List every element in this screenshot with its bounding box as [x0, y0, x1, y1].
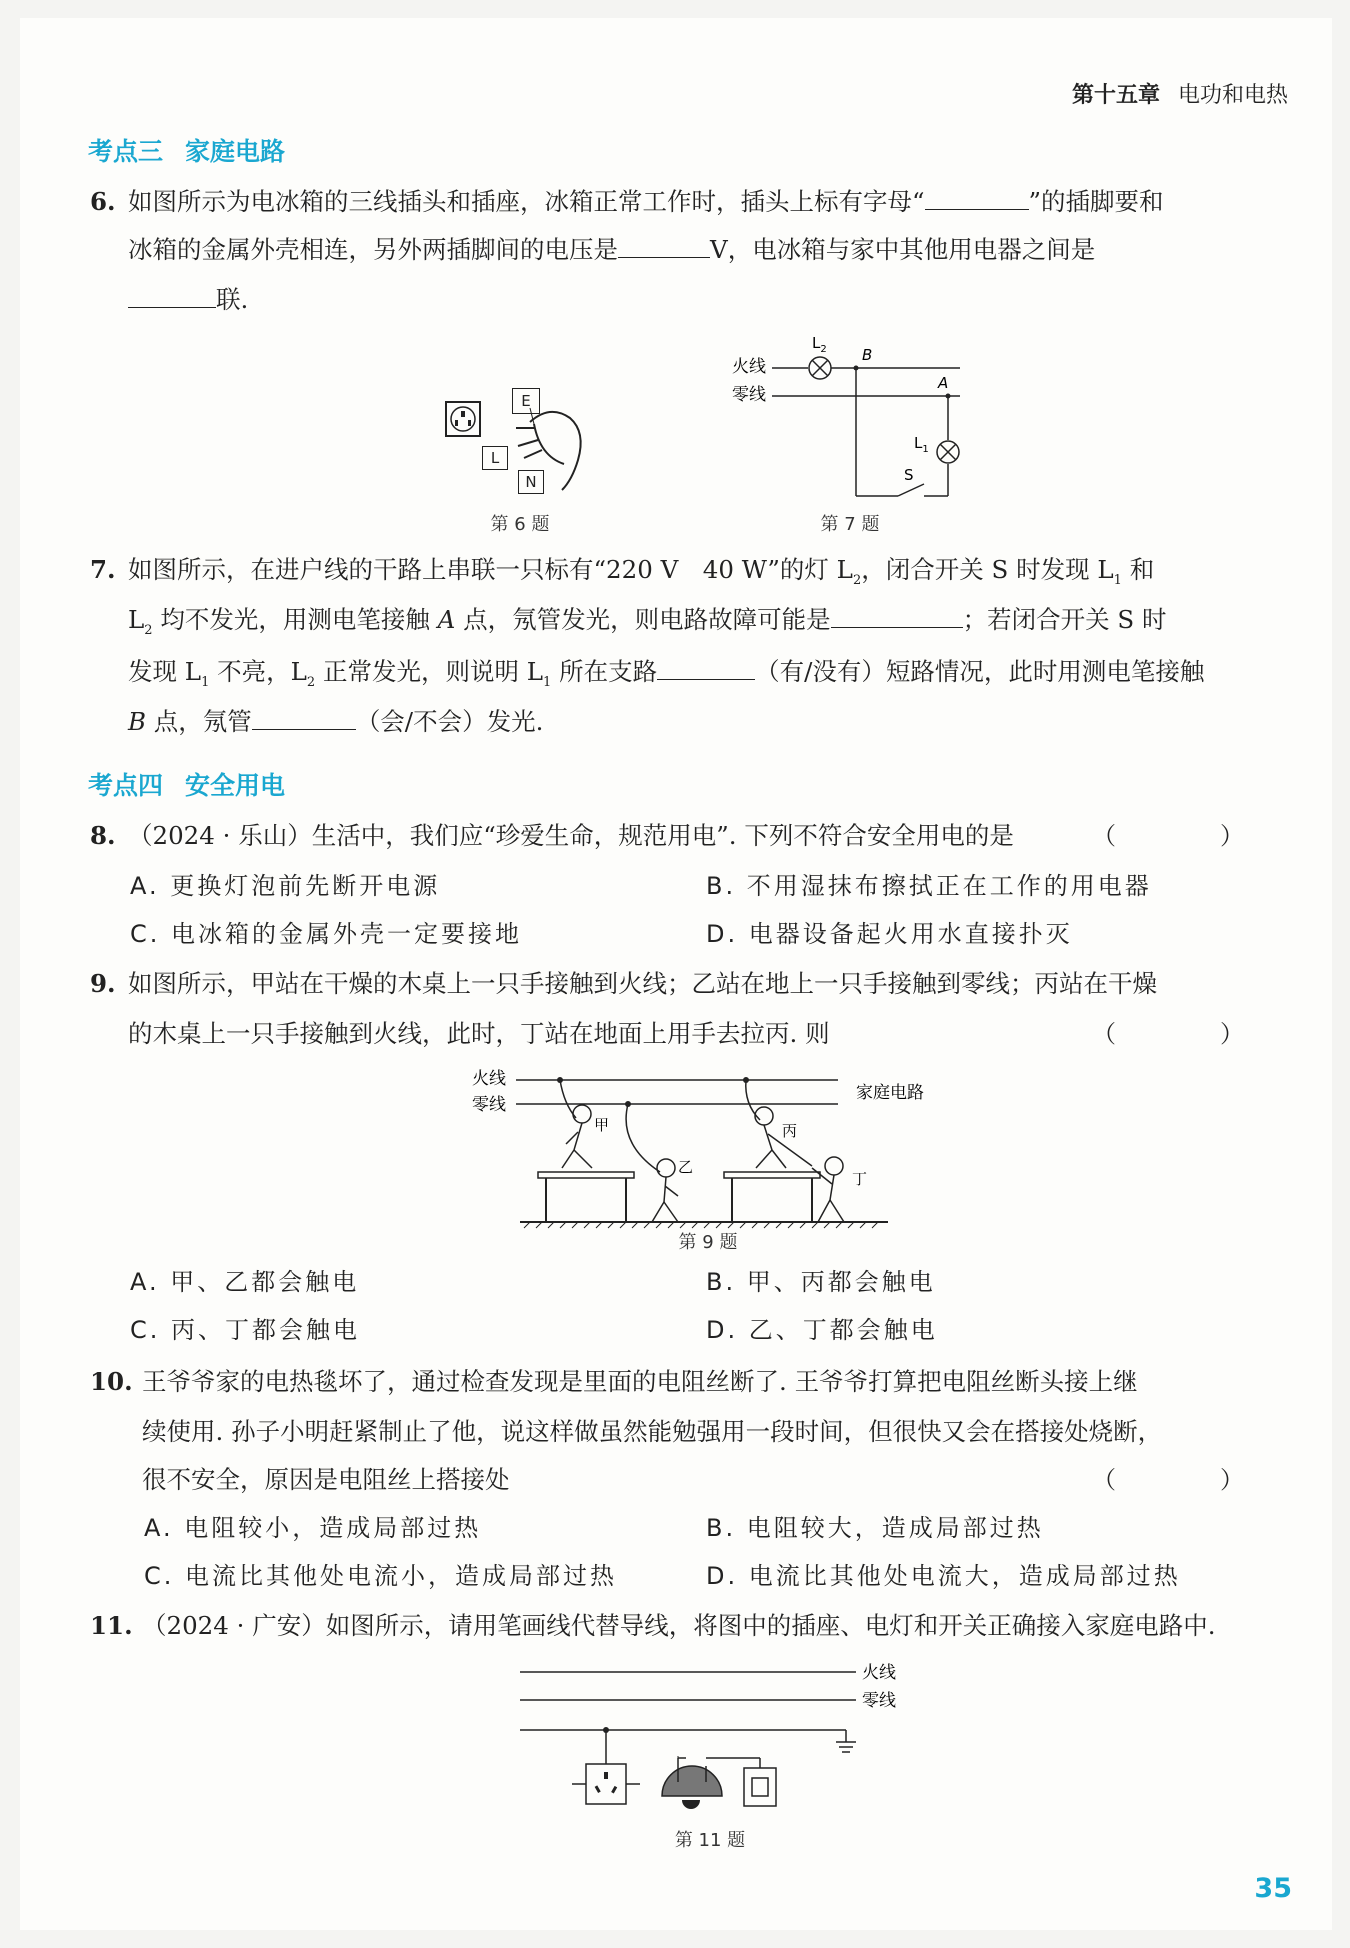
answer-paren[interactable]: （ ）	[1092, 1466, 1284, 1494]
figure-7-caption: 第 7 题	[820, 514, 880, 535]
page-number: 35	[1254, 1873, 1292, 1904]
question-number: 9.	[90, 969, 116, 998]
question-number: 8.	[90, 821, 116, 850]
person-ding-icon	[825, 1157, 843, 1175]
option-a[interactable]: A. 更换灯泡前先断开电源	[130, 872, 441, 900]
socket-icon	[586, 1764, 626, 1804]
lamp-icon	[662, 1766, 722, 1796]
point-a-label: A	[938, 374, 949, 392]
q6-line-2: 冰箱的金属外壳相连，另外两插脚间的电压是 V，电冰箱与家中其他用电器之间是	[128, 235, 1096, 264]
figure-11-caption: 第 11 题	[674, 1830, 746, 1851]
live-wire-label: 火线	[472, 1069, 506, 1089]
option-d[interactable]: D. 电流比其他处电流大，造成局部过热	[706, 1562, 1181, 1590]
switch-s-label: S	[904, 466, 914, 484]
option-b[interactable]: B. 不用湿抹布擦拭正在工作的用电器	[706, 872, 1152, 900]
svg-text:丁: 丁	[852, 1170, 868, 1188]
answer-blank[interactable]	[252, 707, 356, 730]
q6-line-1: 如图所示为电冰箱的三线插头和插座，冰箱正常工作时，插头上标有字母“ ”的插脚要和	[128, 187, 1164, 216]
q7-line-1: 如图所示，在进户线的干路上串联一只标有“220 V 40 W”的灯 $L_2$，闭合开关 S 时发现 $L_1$ 和	[128, 555, 1155, 588]
figure-9-caption: 第 9 题	[678, 1232, 738, 1253]
point-b-label: B	[862, 346, 873, 364]
section-name: 安全用电	[185, 771, 286, 800]
figure-11-wiring	[510, 1658, 910, 1828]
svg-text:L1: $L_1$	[914, 434, 929, 455]
label-n: N	[518, 470, 544, 494]
svg-text:丙: 丙	[782, 1122, 798, 1140]
option-c[interactable]: C. 电流比其他处电流小，造成局部过热	[144, 1562, 618, 1590]
question-number: 10.	[90, 1367, 133, 1396]
person-bing-icon	[755, 1107, 773, 1125]
answer-blank[interactable]	[831, 605, 963, 628]
q9-line-1: 如图所示，甲站在干燥的木桌上一只手接触到火线；乙站在地上一只手接触到零线；丙站在干燥	[128, 969, 1157, 998]
q11-stem: （2024 · 广安）如图所示，请用笔画线代替导线，将图中的插座、电灯和开关正确接入家庭电路中.	[142, 1611, 1216, 1640]
answer-blank[interactable]	[618, 235, 710, 258]
live-wire-label: 火线	[732, 357, 766, 377]
person-yi-icon	[657, 1159, 675, 1177]
answer-paren[interactable]: （ ）	[1092, 822, 1284, 850]
neutral-wire-label: 零线	[732, 385, 766, 405]
q7-line-2: $L_2$ 均不发光，用测电笔接触 A 点，氖管发光，则电路故障可能是 ；若闭合开关 S 时	[128, 605, 1167, 638]
svg-text:L2: $L_2$	[812, 334, 827, 355]
person-jia-icon	[573, 1105, 591, 1123]
q9-line-2: 的木桌上一只手接触到火线，此时，丁站在地面上用手去拉丙. 则	[128, 1019, 830, 1048]
chapter-title: 电功和电热	[1177, 83, 1288, 108]
neutral-wire-label: 零线	[862, 1691, 896, 1711]
label-e: E	[512, 388, 540, 414]
question-number: 11.	[90, 1611, 133, 1640]
option-b[interactable]: B. 甲、丙都会触电	[706, 1268, 936, 1296]
section-heading-4	[88, 766, 285, 802]
answer-blank[interactable]	[657, 657, 755, 680]
label-l: L	[482, 446, 508, 470]
switch-s-icon	[898, 484, 924, 496]
answer-blank[interactable]	[128, 285, 216, 308]
option-a[interactable]: A. 甲、乙都会触电	[130, 1268, 360, 1296]
household-circuit-label: 家庭电路	[856, 1083, 924, 1103]
switch-icon	[744, 1768, 776, 1806]
section-tag: 考点三	[88, 137, 164, 166]
neutral-wire-label: 零线	[472, 1095, 506, 1115]
q7-line-4: B 点，氖管 （会/不会）发光.	[128, 707, 544, 736]
option-c[interactable]: C. 电冰箱的金属外壳一定要接地	[130, 920, 523, 948]
answer-paren[interactable]: （ ）	[1092, 1020, 1284, 1048]
option-d[interactable]: D. 电器设备起火用水直接扑灭	[706, 920, 1073, 948]
answer-blank[interactable]	[925, 187, 1029, 210]
section-name: 家庭电路	[185, 137, 286, 166]
q6-line-3: 联.	[128, 282, 1284, 318]
table-2	[724, 1172, 820, 1178]
svg-text:甲: 甲	[594, 1116, 610, 1134]
section-tag: 考点四	[88, 771, 164, 800]
q7-line-3: 发现 $L_1$ 不亮，$L_2$ 正常发光，则说明 $L_1$ 所在支路 （有/没有）短路情况，此时用测电笔接触	[128, 657, 1205, 690]
section-heading-3	[88, 132, 285, 168]
option-c[interactable]: C. 丙、丁都会触电	[130, 1316, 361, 1344]
option-d[interactable]: D. 乙、丁都会触电	[706, 1316, 938, 1344]
table-1	[538, 1172, 634, 1178]
q10-line-1: 王爷爷家的电热毯坏了，通过检查发现是里面的电阻丝断了. 王爷爷打算把电阻丝断头接上继	[142, 1367, 1138, 1396]
figure-7-circuit	[728, 328, 968, 528]
live-wire-label: 火线	[862, 1663, 896, 1683]
question-number: 7.	[90, 555, 116, 584]
question-number: 6.	[90, 187, 116, 216]
q10-line-2: 续使用. 孙子小明赶紧制止了他，说这样做虽然能勉强用一段时间，但很快又会在搭接处烧断，	[142, 1417, 1163, 1446]
chapter-number: 第十五章	[1071, 83, 1160, 108]
figure-9-people-circuit	[468, 1064, 948, 1234]
option-b[interactable]: B. 电阻较大，造成局部过热	[706, 1514, 1044, 1542]
figure-6-caption: 第 6 题	[490, 514, 550, 535]
q10-line-3: 很不安全，原因是电阻丝上搭接处	[142, 1465, 510, 1494]
q8-stem: （2024 · 乐山）生活中，我们应“珍爱生命，规范用电”. 下列不符合安全用电的是	[128, 821, 1014, 850]
option-a[interactable]: A. 电阻较小，造成局部过热	[144, 1514, 482, 1542]
svg-text:乙: 乙	[678, 1158, 694, 1176]
page-header	[1072, 78, 1288, 109]
